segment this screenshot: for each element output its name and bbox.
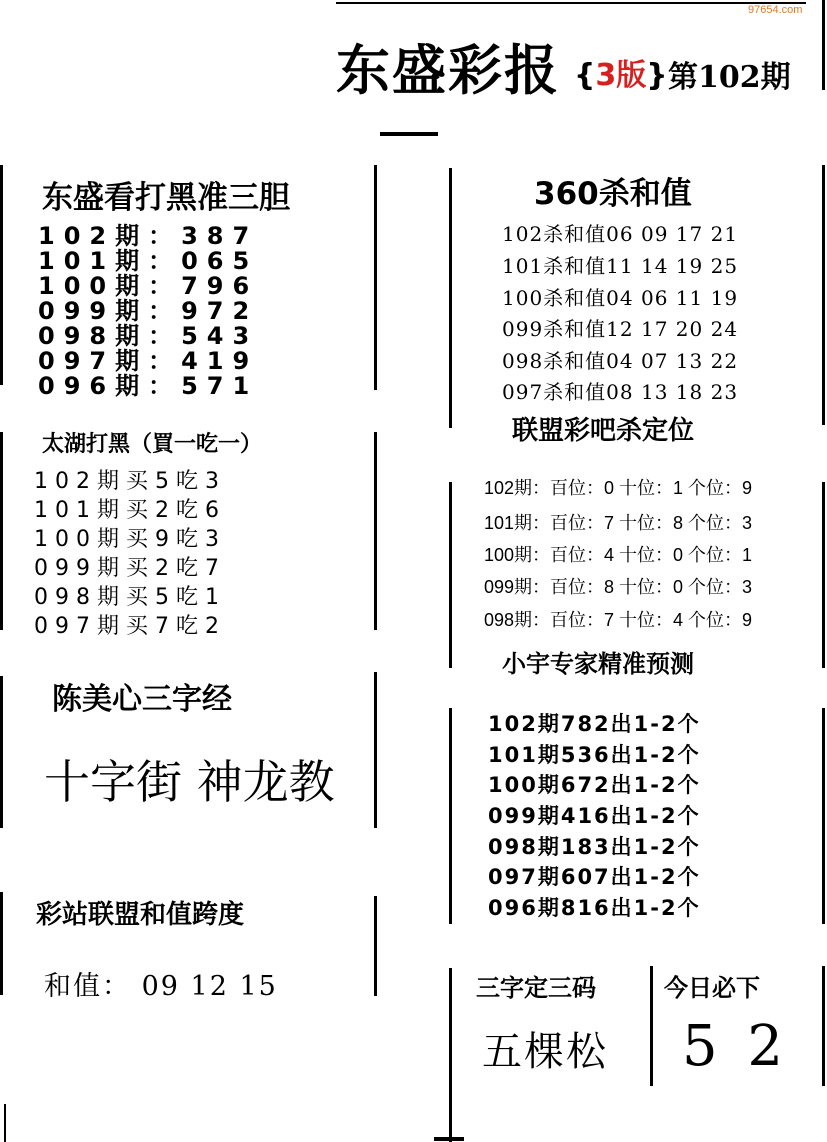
list-item: 102杀和值06 09 17 21 (502, 222, 739, 246)
list-item: 097期买7吃2 (34, 614, 226, 639)
chen-title: 陈美心三字经 (52, 682, 232, 717)
caizhan-title: 彩站联盟和值跨度 (36, 900, 245, 930)
list-item: 100期：百位：4 十位：0 个位：1 (484, 545, 753, 565)
lianmeng-title-clip (452, 408, 822, 446)
list-item: 101杀和值11 14 19 25 (502, 254, 739, 278)
list-item: 096期816出1-2个 (488, 896, 701, 920)
issue-number: 第102期 (668, 60, 791, 95)
list-item: 098期买5吃1 (34, 585, 226, 610)
box1-left-border (0, 165, 3, 385)
list-item: 096期：571 (38, 372, 259, 400)
box3-left-border (0, 676, 3, 828)
list-item: 102期买5吃3 (34, 469, 226, 494)
list-item: 102期：百位：0 十位：1 个位：9 (484, 478, 753, 498)
top-rule (336, 2, 806, 4)
box4-left-border (0, 892, 3, 995)
list-item: 099期：972 (38, 297, 259, 325)
chen-text: 十字街 神龙教 (44, 755, 335, 809)
list-item: 098期：百位：7 十位：4 个位：9 (484, 610, 753, 630)
page-title: 东盛彩报 (336, 39, 560, 102)
xiaoyu-title: 小宇专家精准预测 (502, 650, 694, 678)
dongsheng-title: 东盛看打黑准三胆 (42, 180, 290, 216)
watermark-text: 97654.com (748, 4, 803, 16)
list-item: 101期：百位：7 十位：8 个位：3 (484, 513, 753, 533)
bixia-text: 5 2 (682, 1014, 790, 1079)
kill-sum-title: 360杀和值 (534, 176, 692, 212)
taihu-title: 太湖打黑（買一吃一） (42, 432, 263, 457)
list-item: 099期：百位：8 十位：0 个位：3 (484, 577, 753, 597)
list-item: 101期536出1-2个 (488, 743, 701, 767)
sanma-title: 三字定三码 (476, 974, 596, 1002)
list-item: 098期：543 (38, 322, 259, 350)
sanma-text: 五棵松 (482, 1029, 608, 1075)
box360-right-border (822, 165, 825, 425)
list-item: 098杀和值04 07 13 22 (502, 349, 739, 373)
list-item: 100期：796 (38, 272, 259, 300)
list-item: 102期：387 (38, 222, 259, 250)
list-item: 097期607出1-2个 (488, 865, 701, 889)
caizhan-text: 和值： 09 12 15 (44, 971, 278, 1002)
bottom-left-tick (4, 1104, 6, 1142)
list-item: 102期782出1-2个 (488, 712, 701, 736)
box3-right-border (374, 672, 377, 828)
list-item: 101期：065 (38, 247, 259, 275)
list-item: 101期买2吃6 (34, 498, 226, 523)
list-item: 100杀和值04 06 11 19 (502, 286, 739, 310)
lianmeng-row0-clip (452, 478, 822, 498)
list-item: 100期买9吃3 (34, 527, 226, 552)
box2-right-border (374, 432, 377, 630)
bixia-title: 今日必下 (664, 974, 760, 1002)
bottom-right-border (822, 966, 825, 1086)
center-rule-4 (449, 968, 452, 1142)
list-item: 098期183出1-2个 (488, 835, 701, 859)
center-rule-2 (449, 482, 452, 668)
right-rule-top (822, 0, 825, 90)
lianmeng-right-border (822, 482, 825, 668)
list-item: 099期买2吃7 (34, 556, 226, 581)
box2-left-border (0, 432, 3, 630)
lianmeng-title: 联盟彩吧杀定位 (512, 416, 695, 446)
list-item: 099杀和值12 17 20 24 (502, 317, 739, 341)
list-item: 099期416出1-2个 (488, 804, 701, 828)
bottom-split-rule (650, 966, 653, 1086)
center-foot (434, 1137, 464, 1141)
center-dash (380, 132, 438, 136)
xiaoyu-right-border (822, 708, 825, 924)
list-item: 097期：419 (38, 347, 259, 375)
list-item: 100期672出1-2个 (488, 773, 701, 797)
list-item: 097杀和值08 13 18 23 (502, 380, 739, 404)
box1-right-border (374, 165, 377, 390)
edition-label: {3版} (574, 58, 668, 93)
center-rule-1 (449, 168, 452, 428)
box4-right-border (374, 896, 377, 996)
center-rule-3 (449, 708, 452, 924)
